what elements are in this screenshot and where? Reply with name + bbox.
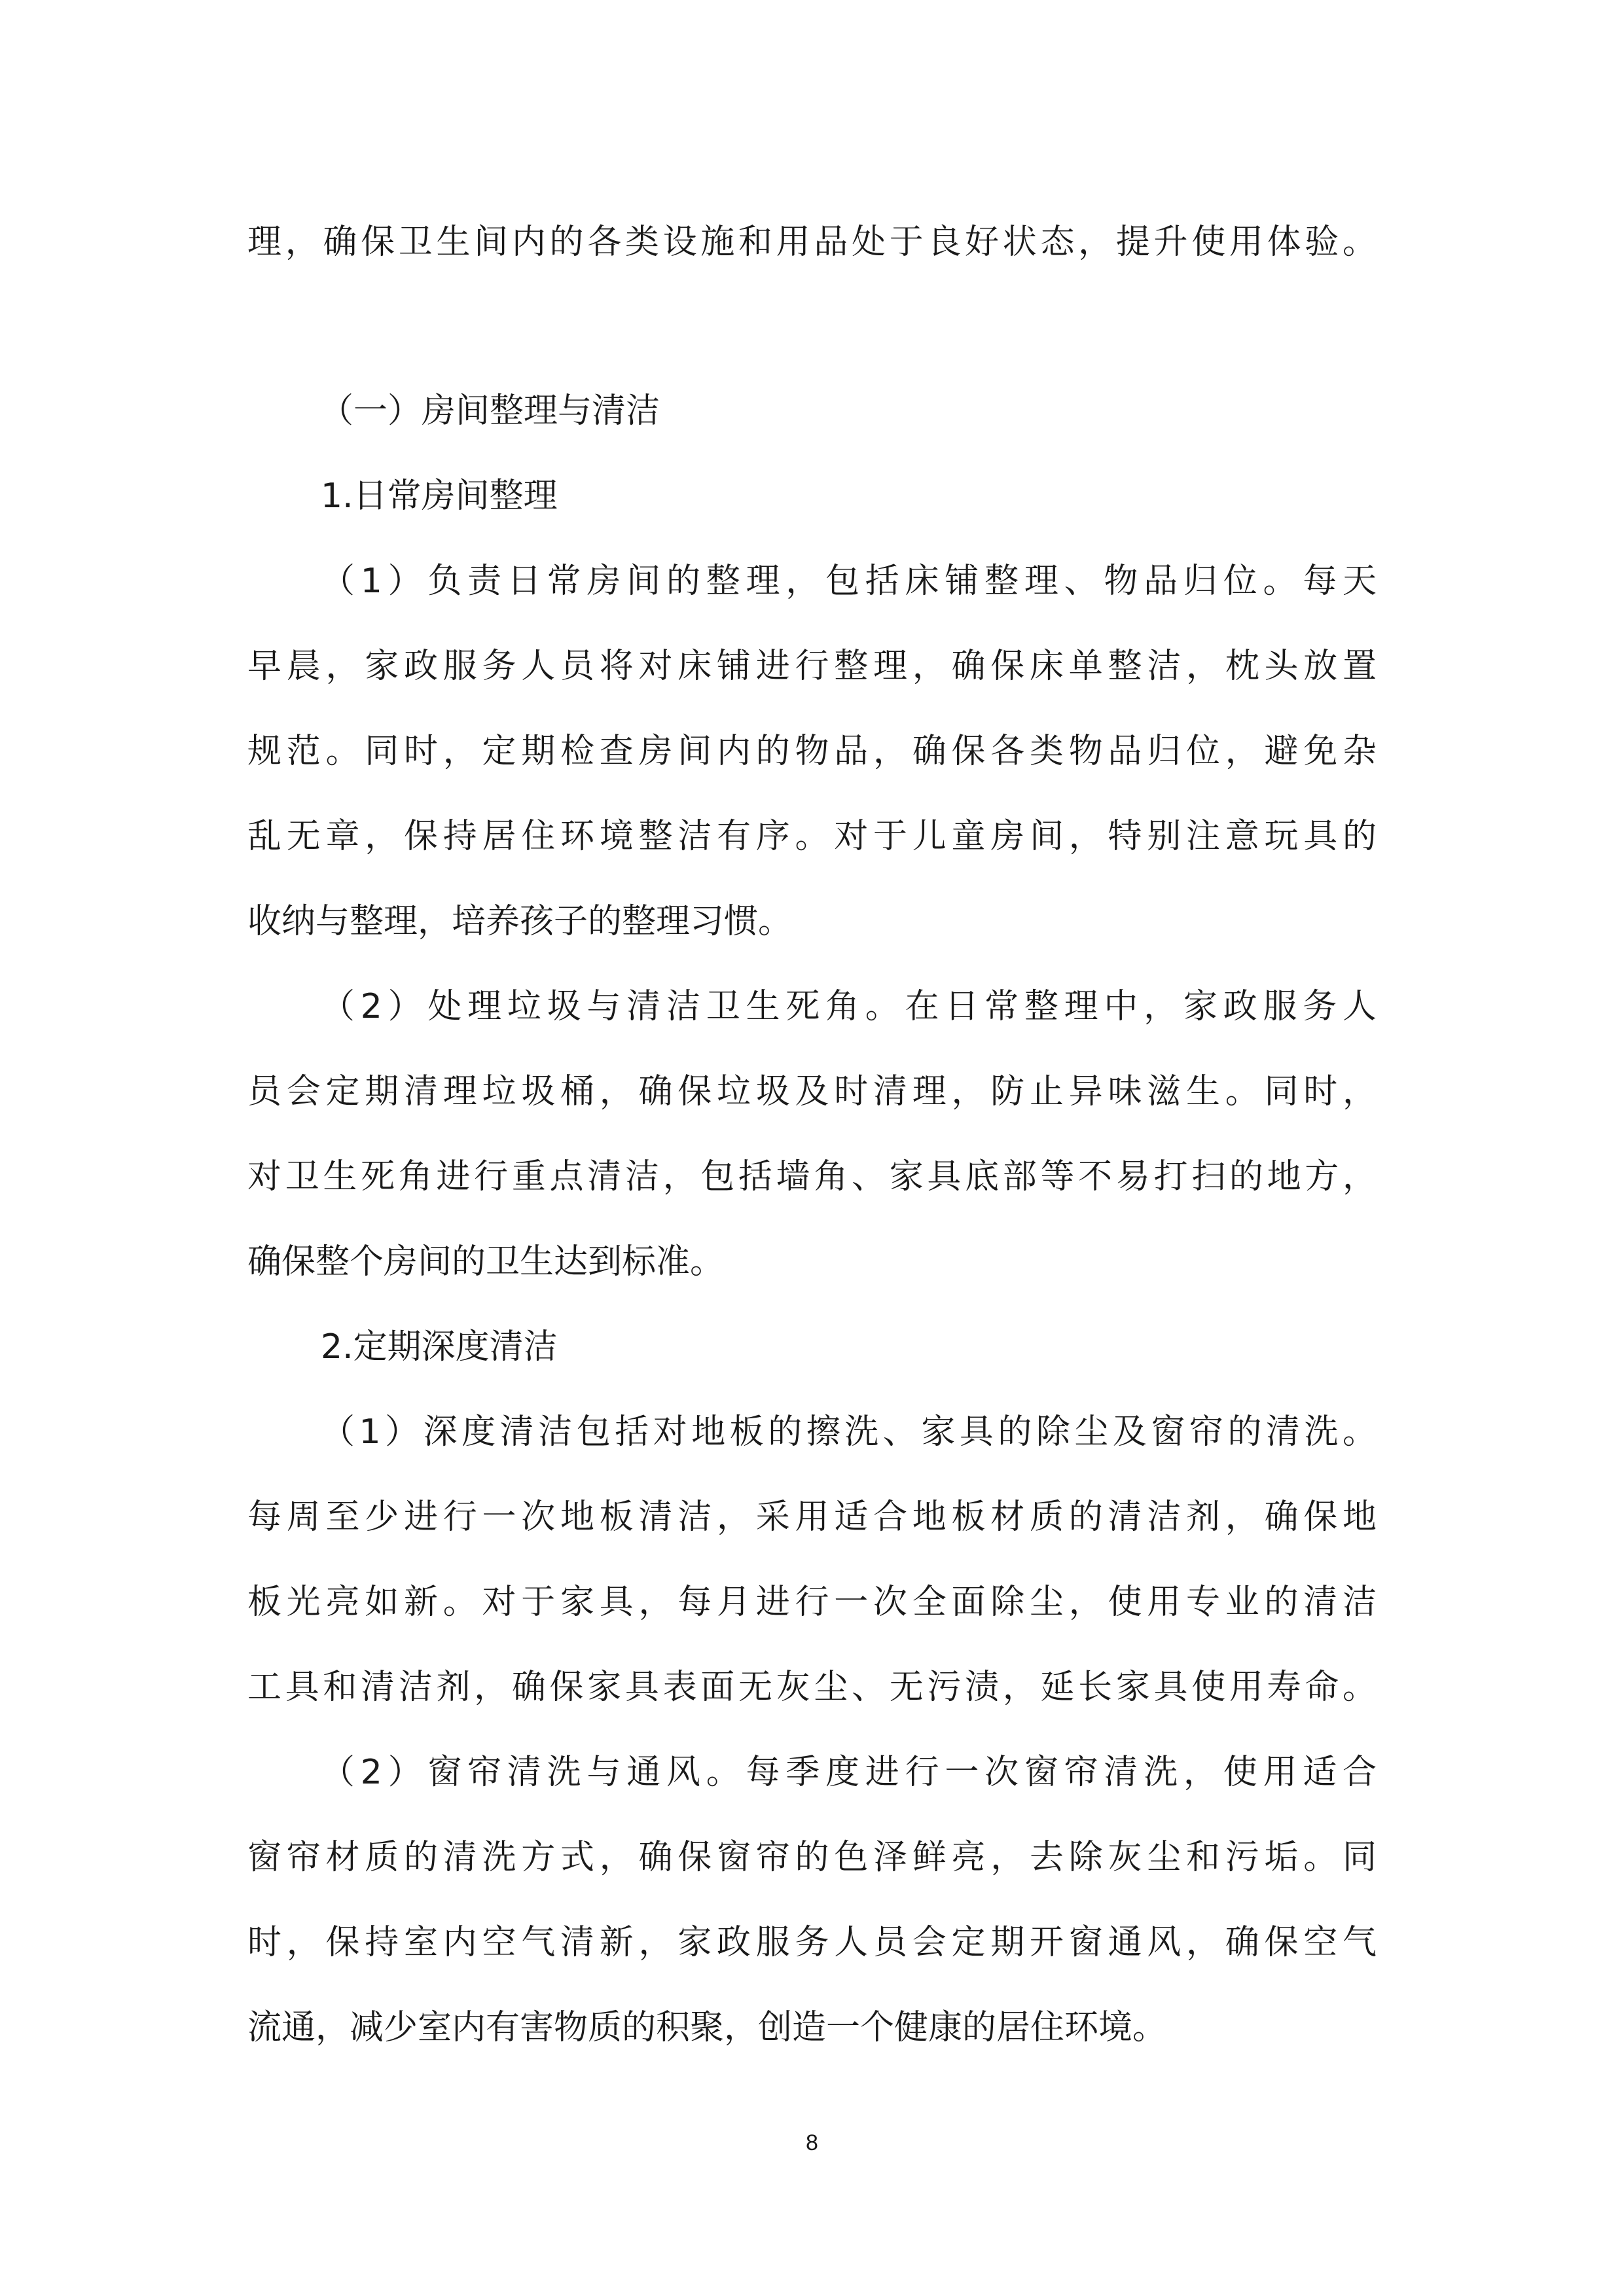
paragraph-line: 规范。同时，定期检查房间内的物品，确保各类物品归位，避免杂 — [247, 732, 1377, 771]
subsection-title-2: 2.定期深度清洁 — [321, 1327, 558, 1367]
page-number: 8 — [806, 2130, 818, 2155]
paragraph-line: （2）窗帘清洗与通风。每季度进行一次窗帘清洗，使用适合 — [321, 1753, 1377, 1792]
paragraph-line: 每周至少进行一次地板清洁，采用适合地板材质的清洁剂，确保地 — [247, 1498, 1377, 1537]
paragraph-line: 乱无章，保持居住环境整洁有序。对于儿童房间，特别注意玩具的 — [247, 817, 1377, 856]
paragraph-line: 流通，减少室内有害物质的积聚，创造一个健康的居住环境。 — [247, 2008, 1167, 2047]
paragraph-line: 早晨，家政服务人员将对床铺进行整理，确保床单整洁，枕头放置 — [247, 647, 1377, 686]
paragraph-line: （2）处理垃圾与清洁卫生死角。在日常整理中，家政服务人 — [321, 987, 1377, 1026]
paragraph-line: 窗帘材质的清洗方式，确保窗帘的色泽鲜亮，去除灰尘和污垢。同 — [247, 1838, 1377, 1877]
subsection-title-1: 1.日常房间整理 — [321, 476, 558, 516]
paragraph-line: 员会定期清理垃圾桶，确保垃圾及时清理，防止异味滋生。同时， — [247, 1072, 1377, 1111]
paragraph-line: 工具和清洁剂，确保家具表面无灰尘、无污渍，延长家具使用寿命。 — [247, 1668, 1377, 1707]
paragraph-line: 确保整个房间的卫生达到标准。 — [247, 1242, 725, 1282]
paragraph-line: 收纳与整理，培养孩子的整理习惯。 — [247, 902, 793, 941]
paragraph-line: （1）深度清洁包括对地板的擦洗、家具的除尘及窗帘的清洗。 — [321, 1412, 1377, 1452]
paragraph-line: 板光亮如新。对于家具，每月进行一次全面除尘，使用专业的清洁 — [247, 1583, 1377, 1622]
paragraph-line: 对卫生死角进行重点清洁，包括墙角、家具底部等不易打扫的地方， — [247, 1157, 1377, 1196]
section-title: （一）房间整理与清洁 — [319, 391, 660, 431]
carryover-line: 理，确保卫生间内的各类设施和用品处于良好状态，提升使用体验。 — [247, 223, 1377, 262]
paragraph-line: 时，保持室内空气清新，家政服务人员会定期开窗通风，确保空气 — [247, 1923, 1377, 1962]
paragraph-line: （1）负责日常房间的整理，包括床铺整理、物品归位。每天 — [321, 562, 1377, 601]
